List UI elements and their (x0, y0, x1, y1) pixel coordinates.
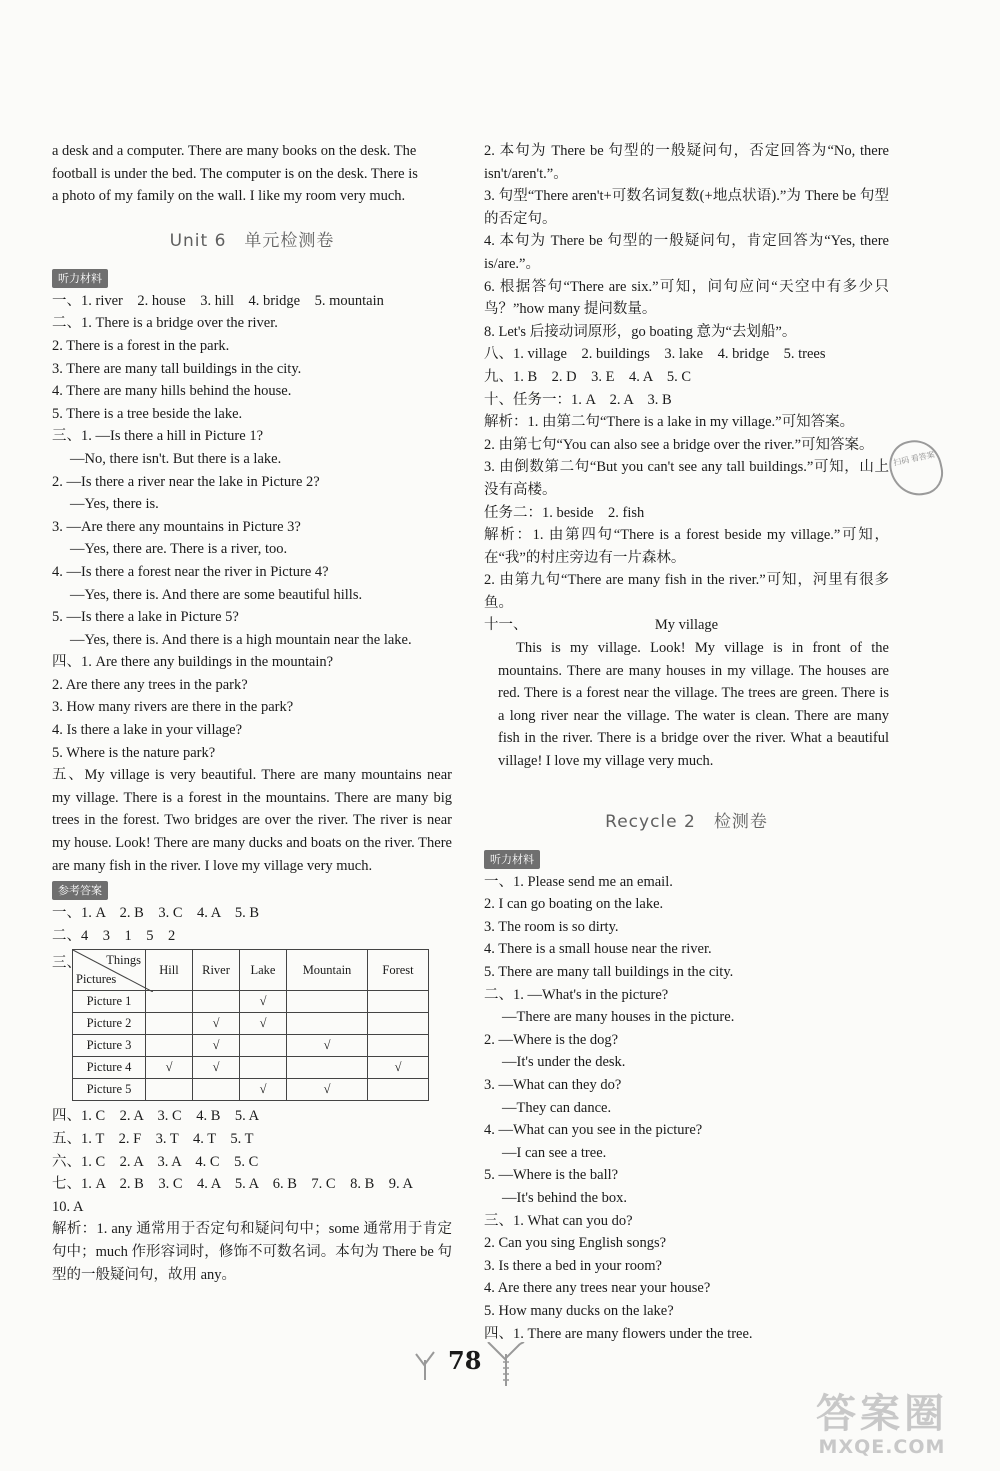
text-line: 二、1. —What's in the picture? (484, 986, 669, 1003)
watermark-bottom-text: MXQE.COM (818, 1436, 946, 1458)
table-row (73, 1057, 429, 1079)
text-line: a desk and a computer. There are many books on the desk. The (52, 143, 417, 159)
text-line: 九、1. B 2. D 3. E 4. A 5. C (484, 368, 692, 385)
row-label: Picture 4 (73, 1057, 146, 1079)
text-line: 2. I can go boating on the lake. (484, 896, 664, 913)
listening-material-tag: 听力材料 (52, 269, 108, 288)
table-cell (368, 1079, 429, 1101)
text-line: 三、1. —Is there a hill in Picture 1? (52, 428, 264, 445)
table-cell (287, 991, 368, 1013)
text-line: 4. —What can you see in the picture? (484, 1122, 703, 1139)
text-line: 十、任务一：1. A 2. A 3. B (484, 391, 672, 408)
text-line: —It's behind the box. (502, 1189, 628, 1206)
column-header: Lake (240, 950, 287, 991)
text-line: a photo of my family on the wall. I like my room very much. (52, 188, 406, 205)
passage-paragraph: 五、My village is very beautiful. There are many mountains near my village. There is a forest in the mountains. There are many big trees in the forest. Two bridges are over the river. The river is near my house. Look! There are many ducks and boats on the river. There are many fish in the river. I love my village very much. (52, 767, 452, 874)
text-line: 七、1. A 2. B 3. C 4. A 5. A 6. B 7. C 8. B 9. A (52, 1176, 413, 1193)
recycle-2-title: Recycle 2 检测卷 (605, 811, 768, 832)
table-row (73, 1013, 429, 1035)
text-line: 4. There are many hills behind the house. (52, 383, 292, 400)
text-line: 六、1. C 2. A 3. A 4. C 5. C (52, 1153, 259, 1170)
text-line: 2. 本句为 There be 句型的一般疑问句，否定回答为“No, there isn't/aren't.”。 (484, 143, 889, 182)
table-corner-cell (73, 950, 146, 991)
text-line: 4. —Is there a forest near the river in Picture 4? (52, 563, 329, 580)
text-line: —Yes, there is. And there are some beautiful hills. (70, 586, 363, 603)
right-branch-icon (484, 1342, 528, 1386)
text-line: —Yes, there are. There is a river, too. (70, 541, 288, 558)
page-number: 78 (448, 1346, 482, 1375)
column-header: Hill (146, 950, 193, 991)
text-line: 6. 根据答句“There are six.”可知，问句应问“天空中有多少只鸟？”how many 提问数量。 (484, 278, 889, 318)
table-cell: √ (240, 991, 287, 1013)
table-cell (146, 1013, 193, 1035)
recycle-listening-section (484, 871, 889, 1345)
table-cell (146, 1035, 193, 1057)
text-line: 5. —Where is the ball? (484, 1167, 619, 1184)
column-header: Mountain (287, 950, 368, 991)
table-row (73, 1079, 429, 1101)
row-label: Picture 3 (73, 1035, 146, 1057)
table-row (73, 991, 429, 1013)
text-line: 3. —What can they do? (484, 1076, 622, 1093)
text-line: 一、1. Please send me an email. (484, 873, 673, 890)
text-line: football is under the bed. The computer is on the desk. There is (52, 165, 418, 182)
answer-table (72, 949, 429, 1101)
text-line: 10. A (52, 1198, 84, 1215)
intro-paragraph (52, 140, 452, 208)
qr-stamp: 扫码 看答案 (885, 435, 948, 501)
essay-body: This is my village. Look! My village is in front of the mountains. There are many houses in my village. The houses are red. There is a forest near the village. The trees are green. There is a long river near the village. The water is clean. There are many fish in the river. There is a bridge over the river. What a beautiful village! I love my village very much. (498, 640, 889, 770)
column-header: Forest (368, 950, 429, 991)
text-line: 二、1. There is a bridge over the river. (52, 315, 278, 332)
table-cell: √ (240, 1013, 287, 1035)
text-line: 2. —Is there a river near the lake in Picture 2? (52, 473, 320, 490)
text-line: —I can see a tree. (502, 1144, 607, 1161)
text-line: 3. —Are there any mountains in Picture 3? (52, 518, 301, 535)
answers-section-a (52, 902, 452, 947)
table-cell (368, 991, 429, 1013)
text-line: 八、1. village 2. buildings 3. lake 4. bridge 5. trees (484, 346, 826, 363)
table-cell: √ (193, 1035, 240, 1057)
text-line: 4. 本句为 There be 句型的一般疑问句，肯定回答为“Yes, there is/are.”。 (484, 233, 889, 272)
table-cell (193, 991, 240, 1013)
row-label: Picture 1 (73, 991, 146, 1013)
text-line: 四、1. C 2. A 3. C 4. B 5. A (52, 1108, 260, 1125)
table-cell: √ (193, 1013, 240, 1035)
text-line: 2. There is a forest in the park. (52, 337, 230, 354)
text-line: 4. Are there any trees near your house? (484, 1280, 711, 1297)
table-cell: √ (240, 1079, 287, 1101)
explanations-section (484, 140, 889, 614)
table-cell: √ (193, 1057, 240, 1079)
text-line: 4. Is there a lake in your village? (52, 722, 243, 739)
text-line: —No, there isn't. But there is a lake. (70, 450, 282, 467)
text-line: 解析：1. 由第四句“There is a forest beside my village.”可知，在“我”的村庄旁边有一片森林。 (484, 527, 889, 566)
text-line: 3. 由倒数第二句“But you can't see any tall buildings.”可知，山上没有高楼。 (484, 459, 889, 498)
text-line: 5. There are many tall buildings in the city. (484, 964, 734, 980)
watermark-top-text: 答案圈 (816, 1391, 948, 1437)
text-line: 五、1. T 2. F 3. T 4. T 5. T (52, 1131, 254, 1147)
table-cell (368, 1013, 429, 1035)
text-line: 3. 句型“There aren't+可数名词复数(+地点状语).”为 There be 句型的否定句。 (484, 188, 889, 227)
answer-table-block (52, 949, 452, 1101)
listening-section (52, 290, 452, 764)
text-line: 2. —Where is the dog? (484, 1031, 619, 1048)
table-cell (146, 1079, 193, 1101)
table-cell: √ (146, 1057, 193, 1079)
text-line: 5. Where is the nature park? (52, 744, 216, 761)
essay-title: My village (654, 617, 719, 634)
answers-section-b (52, 1105, 452, 1218)
left-column (52, 140, 452, 1286)
text-line: —It's under the desk. (502, 1054, 626, 1071)
table-cell (287, 1057, 368, 1079)
text-line: 一、1. river 2. house 3. hill 4. bridge 5. mountain (52, 292, 384, 309)
table-cell (368, 1035, 429, 1057)
analysis-paragraph: 解析：1. any 通常用于否定句和疑问句中；some 通常用于肯定句中；much 作形容词时，修饰不可数名词。本句为 There be 句型的一般疑问句，故用 any。 (52, 1221, 452, 1283)
text-line: 二、4 3 1 5 2 (52, 927, 176, 944)
text-line: 三、1. What can you do? (484, 1212, 633, 1229)
table-cell: √ (368, 1057, 429, 1079)
table-cell (240, 1035, 287, 1057)
text-line: 一、1. A 2. B 3. C 4. A 5. B (52, 905, 260, 922)
text-line: 任务二：1. beside 2. fish (484, 504, 645, 521)
reference-answers-tag: 参考答案 (52, 881, 108, 900)
text-line: 3. Is there a bed in your room? (484, 1257, 662, 1274)
table-cell (240, 1057, 287, 1079)
text-line: 2. 由第九句“There are many fish in the river.”可知，河里有很多鱼。 (484, 572, 889, 611)
table-cell: √ (287, 1079, 368, 1101)
text-line: 8. Let's 后接动词原形，go boating 意为“去划船”。 (484, 323, 797, 340)
text-line: 2. 由第七句“You can also see a bridge over the river.”可知答案。 (484, 436, 874, 453)
listening-material-tag: 听力材料 (484, 850, 540, 869)
unit-6-title: Unit 6 单元检测卷 (169, 230, 335, 251)
table-cell (193, 1079, 240, 1101)
text-line: 3. How many rivers are there in the park? (52, 699, 294, 716)
row-label: Picture 2 (73, 1013, 146, 1035)
table-label: 三、 (52, 955, 81, 972)
table-cell (287, 1013, 368, 1035)
text-line: 解析：1. 由第二句“There is a lake in my village.”可知答案。 (484, 414, 855, 431)
text-line: 4. There is a small house near the river. (484, 941, 712, 958)
text-line: 5. There is a tree beside the lake. (52, 405, 243, 422)
text-line: 5. —Is there a lake in Picture 5? (52, 609, 239, 626)
table-cell (146, 991, 193, 1013)
text-line: 5. How many ducks on the lake? (484, 1302, 674, 1319)
corner-top-label: Things (106, 953, 141, 968)
text-line: —They can dance. (502, 1099, 612, 1116)
corner-bottom-label: Pictures (76, 972, 117, 987)
text-line: —Yes, there is. And there is a high mountain near the lake. (70, 631, 412, 648)
essay-block (484, 614, 889, 772)
text-line: —There are many houses in the picture. (502, 1009, 735, 1026)
text-line: 2. Can you sing English songs? (484, 1235, 667, 1252)
column-header: River (193, 950, 240, 991)
table-row (73, 1035, 429, 1057)
left-branch-icon (410, 1346, 440, 1380)
text-line: 3. The room is so dirty. (484, 918, 619, 935)
text-line: —Yes, there is. (70, 496, 159, 513)
essay-label: 十一、 (484, 617, 528, 634)
text-line: 3. There are many tall buildings in the city. (52, 360, 302, 377)
text-line: 四、1. Are there any buildings in the mountain? (52, 654, 334, 671)
right-column (484, 140, 889, 1345)
row-label: Picture 5 (73, 1079, 146, 1101)
text-line: 2. Are there any trees in the park? (52, 676, 248, 693)
watermark (782, 1392, 982, 1464)
table-cell: √ (287, 1035, 368, 1057)
text-line: 四、1. There are many flowers under the tree. (484, 1325, 753, 1342)
